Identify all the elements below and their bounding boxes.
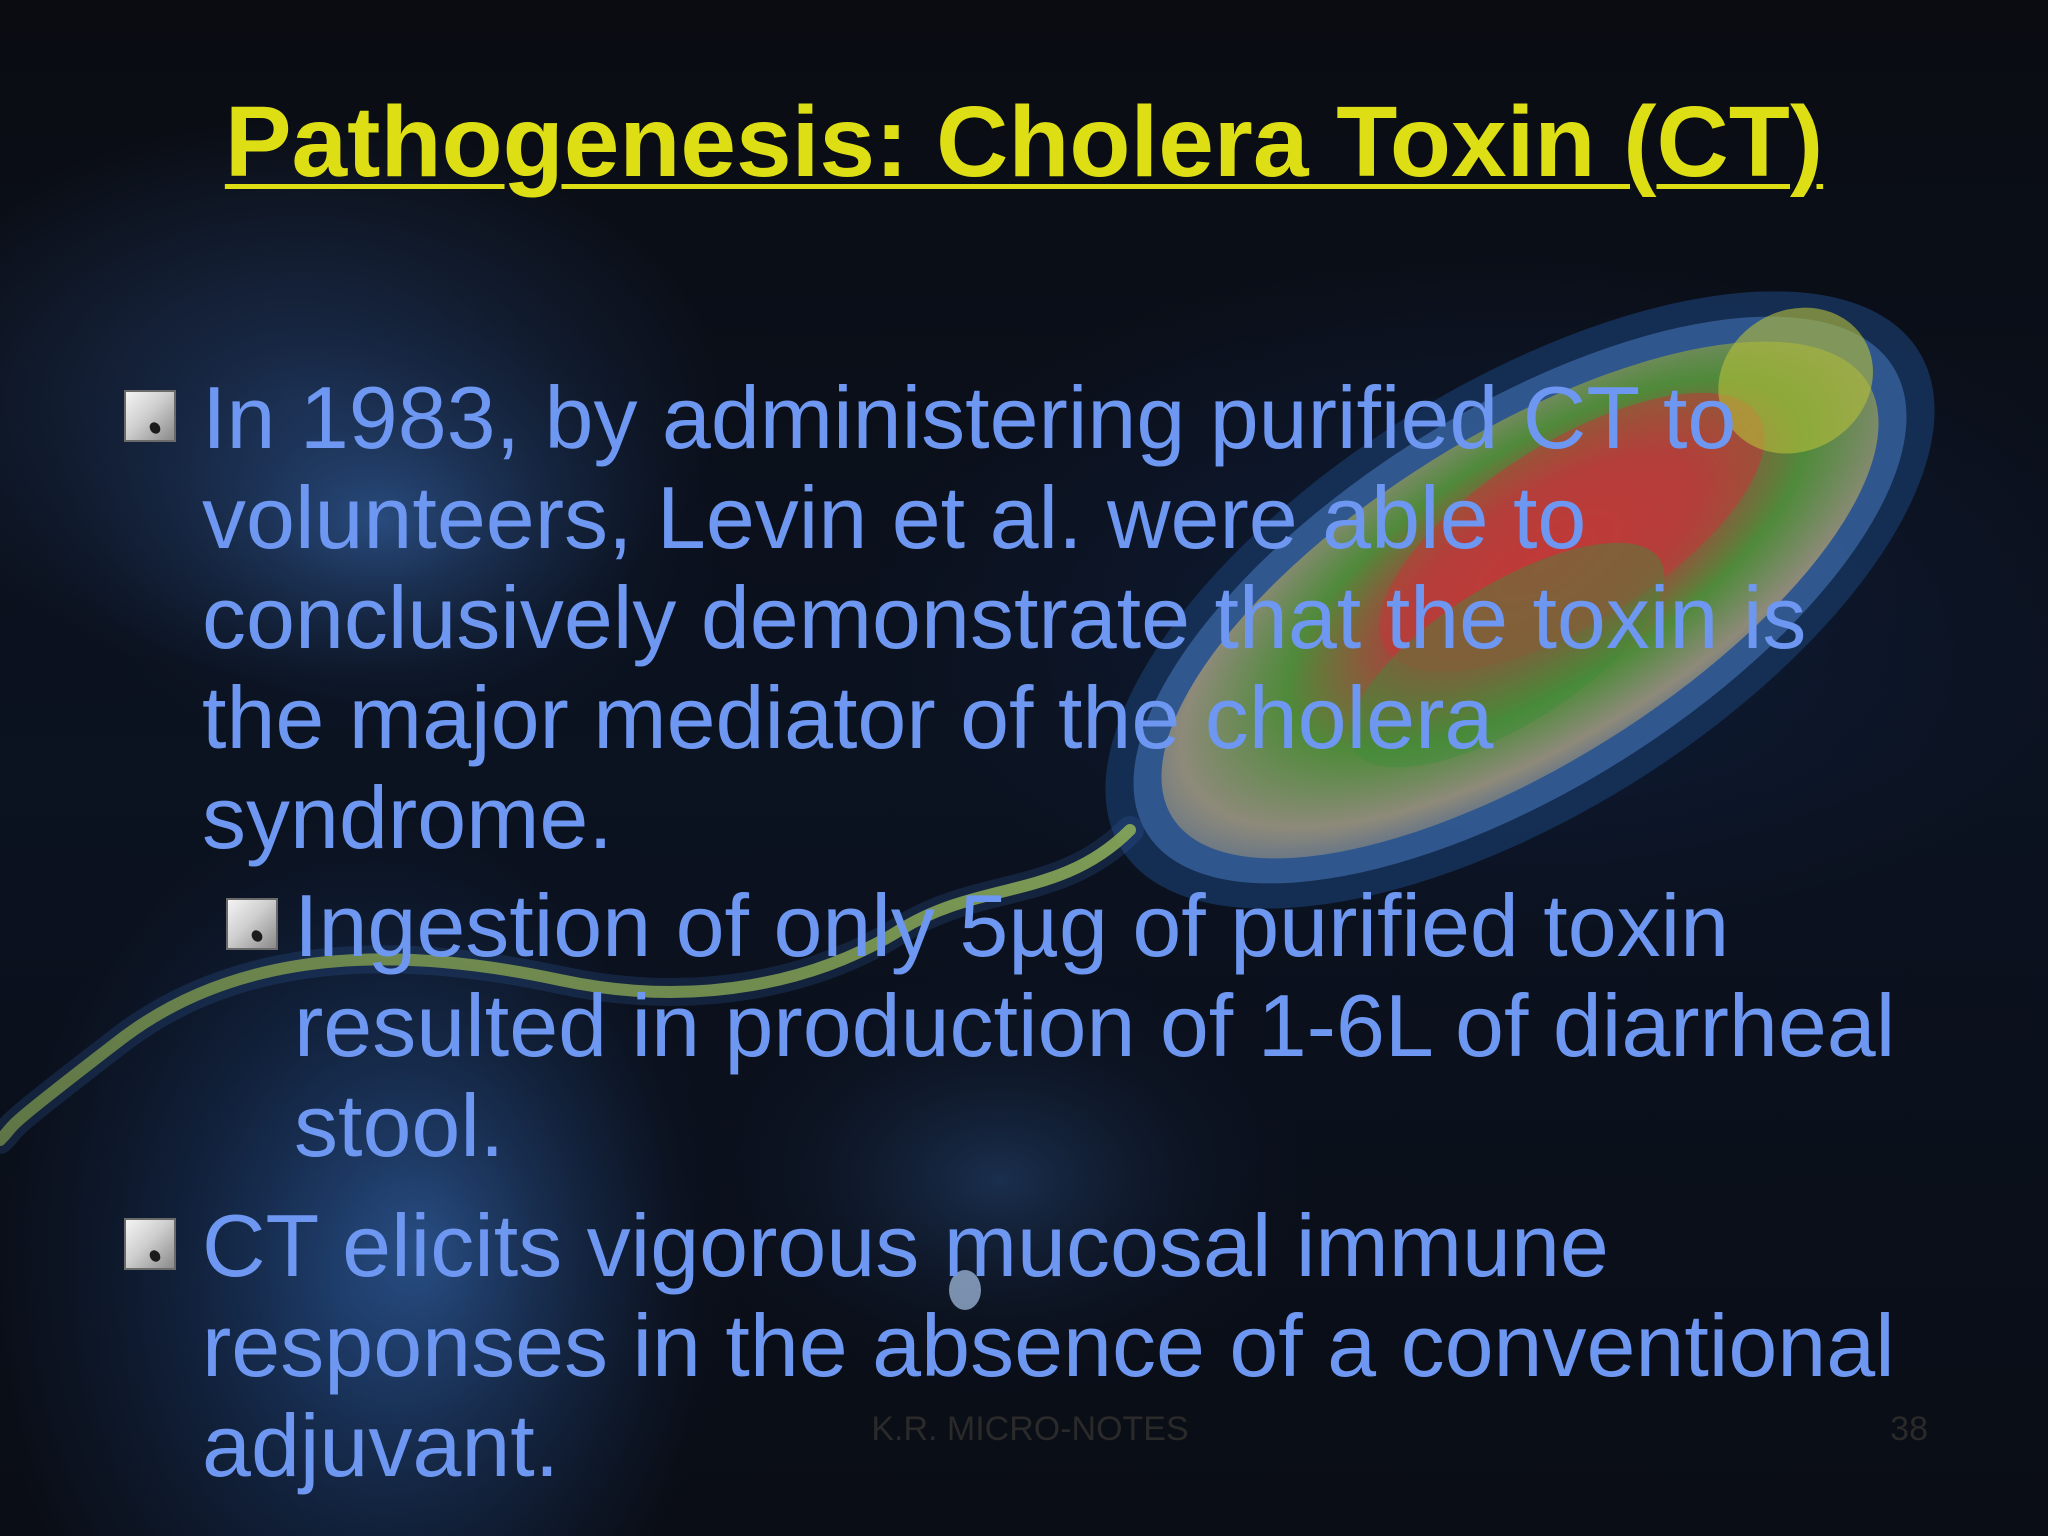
slide-title: Pathogenesis: Cholera Toxin (CT)	[224, 86, 1824, 198]
sub-bullet-item	[226, 876, 1926, 1176]
bullet-item	[124, 368, 1924, 868]
image-bullet-icon	[124, 390, 176, 442]
bullet-item	[124, 1196, 1924, 1496]
bullet-text: CT elicits vigorous mucosal immune responses in the absence of a conventional adjuvant.	[202, 1196, 1895, 1495]
sub-bullet-text: Ingestion of only 5µg of purified toxin resulted in production of 1-6L of diarrheal stool.	[294, 876, 1896, 1175]
image-bullet-icon	[226, 898, 278, 950]
footer-text: K.R. MICRO-NOTES	[871, 1410, 1189, 1448]
bullet-text: In 1983, by administering purified CT to volunteers, Levin et al. were able to conclusively demonstrate that the toxin is the major mediator of the cholera syndrome.	[202, 368, 1807, 867]
image-bullet-icon	[124, 1218, 176, 1270]
page-number: 38	[1890, 1410, 1928, 1448]
